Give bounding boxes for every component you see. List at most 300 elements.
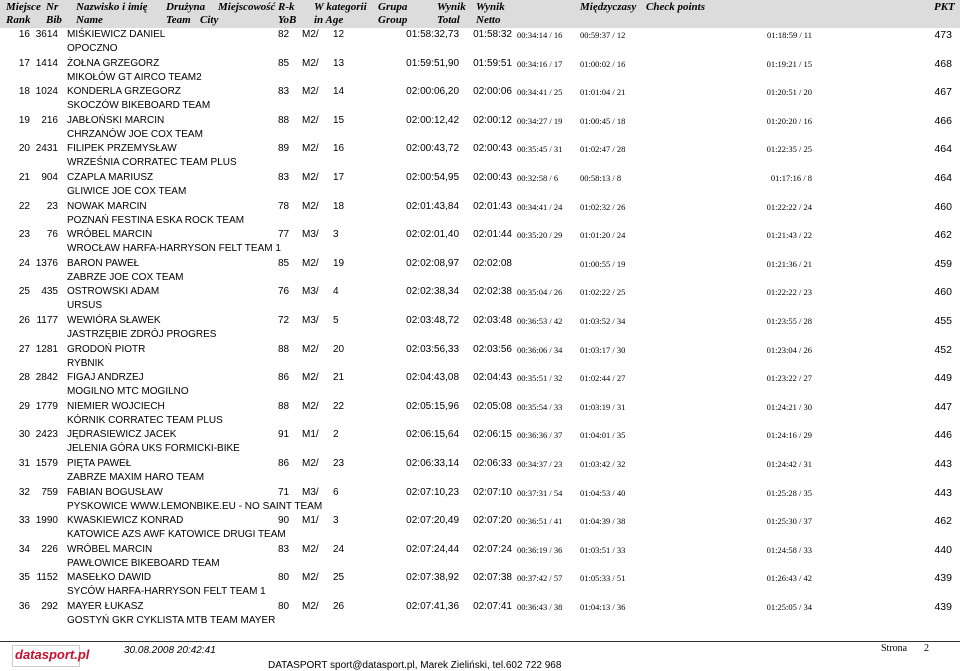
cell-group: M2/	[302, 57, 319, 69]
cell-cp3: 01:23:55 / 28	[766, 316, 812, 326]
header-netto-en: Netto	[476, 14, 501, 26]
header-yob-pl: R-k	[278, 1, 295, 13]
cell-name: KONDERLA GRZEGORZ	[67, 86, 181, 98]
header-city-en: City	[200, 14, 219, 26]
cell-rank: 24	[18, 257, 30, 269]
cell-bib: 904	[41, 172, 58, 183]
cell-cp1: 00:35:04 / 26	[517, 287, 563, 298]
header-group-pl: Grupa	[378, 1, 408, 13]
cell-cp3: 01:25:28 / 35	[766, 487, 812, 498]
table-row	[0, 28, 960, 57]
cell-pkt: 440	[934, 543, 952, 556]
cell-cp3: 01:24:42 / 31	[766, 459, 812, 469]
table-row	[0, 257, 960, 286]
cell-cp2: 01:02:47 / 28	[580, 144, 626, 155]
cell-netto: 01:59:51	[473, 57, 512, 69]
print-timestamp: 30.08.2008 20:42:41	[124, 645, 216, 656]
cell-team-city: POZNAŃ FESTINA ESKA ROCK TEAM	[67, 214, 245, 226]
cell-total: 02:07:10,23	[406, 486, 459, 498]
cell-total: 02:00:06,20	[406, 86, 459, 98]
cell-netto: 02:00:43	[473, 143, 512, 155]
cell-yob: 83	[278, 86, 290, 98]
cell-name: KWASKIEWICZ KONRAD	[67, 515, 184, 527]
cell-rank: 22	[18, 200, 30, 212]
cell-rank: 34	[18, 543, 30, 555]
table-row	[0, 457, 960, 486]
cell-age: 20	[333, 343, 345, 355]
header-team-en: Team	[166, 14, 191, 26]
table-row	[0, 314, 960, 343]
cell-group: M1/	[302, 515, 319, 527]
cell-pkt: 455	[934, 315, 952, 327]
table-row	[0, 486, 960, 515]
cell-cp2: 01:00:02 / 16	[580, 58, 626, 69]
cell-yob: 88	[278, 114, 290, 126]
cell-group: M2/	[302, 29, 319, 40]
cell-name: WRÓBEL MARCIN	[67, 543, 153, 555]
cell-group: M2/	[302, 543, 319, 555]
cell-bib: 1414	[35, 57, 58, 69]
contact-info: DATASPORT sport@datasport.pl, Marek Zieliński, tel.602 722 968	[268, 660, 562, 671]
cell-cp3: 01:24:21 / 30	[766, 401, 812, 412]
cell-netto: 02:01:43	[473, 200, 512, 212]
cell-cp1: 00:37:31 / 54	[517, 487, 563, 498]
cell-age: 26	[333, 601, 345, 612]
cell-netto: 01:58:32	[473, 29, 512, 40]
cell-pkt: 447	[934, 400, 952, 413]
cell-pkt: 446	[934, 429, 952, 442]
cell-team-city: MOGILNO MTC MOGILNO	[67, 386, 189, 398]
cell-bib: 1579	[35, 458, 58, 469]
cell-name: FIGAJ ANDRZEJ	[67, 372, 144, 384]
cell-age: 25	[333, 572, 345, 584]
cell-yob: 86	[278, 372, 290, 384]
cell-group: M2/	[302, 372, 319, 384]
cell-group: M3/	[302, 229, 319, 241]
cell-yob: 88	[278, 400, 290, 412]
cell-netto: 02:02:38	[473, 286, 512, 298]
cell-group: M3/	[302, 286, 319, 298]
header-age-en: in Age	[314, 14, 344, 26]
table-row	[0, 600, 960, 629]
cell-netto: 02:03:48	[473, 315, 512, 326]
cell-bib: 1152	[36, 572, 58, 584]
cell-cp1: 00:32:58 / 6	[517, 173, 559, 183]
cell-age: 2	[333, 429, 339, 441]
cell-age: 3	[333, 229, 339, 241]
cell-rank: 20	[18, 143, 30, 155]
cell-cp2: 01:01:04 / 21	[580, 87, 626, 98]
cell-team-city: JASTRZĘBIE ZDRÓJ PROGRES	[67, 329, 217, 340]
cell-yob: 71	[278, 486, 290, 498]
cell-cp1: 00:35:54 / 33	[517, 401, 563, 412]
cell-cp1: 00:34:16 / 17	[517, 58, 563, 69]
cell-yob: 86	[278, 458, 290, 469]
cell-rank: 30	[18, 429, 30, 441]
cell-total: 02:05:15,96	[406, 400, 459, 412]
cell-yob: 80	[278, 601, 290, 612]
table-header	[0, 0, 960, 28]
cell-group: M2/	[302, 343, 319, 355]
cell-cp2: 01:03:17 / 30	[580, 344, 626, 355]
cell-cp3: 01:25:30 / 37	[766, 516, 812, 527]
cell-team-city: KATOWICE AZS AWF KATOWICE DRUGI TEAM	[67, 529, 286, 541]
cell-cp2: 00:58:13 / 8	[580, 173, 622, 183]
cell-team-city: GLIWICE JOE COX TEAM	[67, 186, 187, 197]
cell-name: MIŚKIEWICZ DANIEL	[67, 29, 166, 40]
cell-cp2: 01:04:13 / 36	[580, 602, 626, 612]
header-intermediate: Międzyczasy	[580, 1, 637, 13]
cell-total: 02:00:54,95	[406, 172, 459, 183]
cell-cp3: 01:17:16 / 8	[770, 173, 812, 183]
cell-yob: 85	[278, 257, 290, 269]
table-row	[0, 57, 960, 86]
cell-bib: 1177	[36, 315, 58, 326]
header-rank-pl: Miejsce	[6, 1, 41, 13]
cell-pkt: 443	[934, 458, 952, 470]
table-row	[0, 171, 960, 200]
cell-group: M2/	[302, 458, 319, 469]
cell-rank: 19	[18, 114, 30, 126]
cell-total: 02:02:38,34	[406, 286, 459, 298]
cell-bib: 2423	[35, 429, 58, 441]
cell-total: 02:07:41,36	[406, 601, 459, 612]
cell-cp3: 01:24:16 / 29	[766, 430, 812, 441]
cell-name: CZAPLA MARIUSZ	[67, 172, 154, 183]
cell-age: 6	[333, 486, 339, 498]
cell-yob: 76	[278, 286, 290, 298]
header-yob-en: YoB	[278, 14, 297, 26]
cell-total: 02:02:01,40	[406, 229, 459, 241]
table-row	[0, 228, 960, 257]
cell-yob: 91	[278, 429, 290, 441]
cell-cp1: 00:34:41 / 25	[517, 87, 563, 98]
cell-team-city: WRZEŚNIA CORRATEC TEAM PLUS	[67, 157, 237, 169]
cell-cp1: 00:36:06 / 34	[517, 344, 563, 355]
cell-yob: 83	[278, 172, 290, 183]
cell-bib: 3614	[35, 29, 58, 40]
cell-cp2: 01:01:20 / 24	[580, 230, 626, 241]
cell-cp1: 00:37:42 / 57	[517, 573, 563, 584]
header-total-en: Total	[437, 14, 460, 26]
cell-total: 01:59:51,90	[406, 57, 459, 69]
cell-bib: 2431	[35, 143, 58, 155]
cell-cp1: 00:34:27 / 19	[517, 115, 563, 126]
cell-team-city: ZABRZE MAXIM HARO TEAM	[67, 472, 205, 483]
cell-group: M1/	[302, 429, 319, 441]
cell-pkt: 464	[934, 143, 952, 156]
cell-name: PIĘTA PAWEŁ	[67, 458, 132, 469]
cell-cp2: 01:00:55 / 19	[580, 258, 626, 269]
table-row	[0, 85, 960, 114]
table-row	[0, 400, 960, 429]
cell-team-city: ZABRZE JOE COX TEAM	[67, 271, 184, 283]
cell-cp3: 01:23:22 / 27	[766, 373, 812, 384]
cell-cp1: 00:36:53 / 42	[517, 316, 563, 326]
cell-cp1: 00:34:14 / 16	[517, 30, 563, 40]
cell-cp3: 01:22:22 / 23	[766, 287, 812, 298]
cell-name: JABŁOŃSKI MARCIN	[67, 114, 165, 126]
cell-pkt: 439	[934, 601, 952, 613]
cell-netto: 02:07:38	[473, 572, 512, 584]
cell-age: 18	[333, 200, 345, 212]
header-name-pl: Nazwisko i imię	[76, 1, 148, 13]
cell-cp2: 01:03:51 / 33	[580, 544, 626, 555]
cell-netto: 02:05:08	[473, 400, 512, 412]
cell-name: FILIPEK PRZEMYSŁAW	[67, 143, 177, 155]
header-netto-pl: Wynik	[476, 1, 505, 13]
cell-rank: 35	[18, 572, 30, 584]
cell-name: WRÓBEL MARCIN	[67, 229, 153, 241]
cell-cp1: 00:36:36 / 37	[517, 430, 563, 441]
cell-total: 02:07:24,44	[406, 543, 459, 555]
cell-name: ŻOŁNA GRZEGORZ	[67, 57, 160, 69]
cell-pkt: 452	[934, 343, 952, 356]
cell-cp2: 01:04:39 / 38	[580, 516, 626, 527]
cell-yob: 82	[278, 29, 290, 40]
cell-name: JĘDRASIEWICZ JACEK	[67, 429, 177, 441]
cell-total: 02:03:48,72	[406, 315, 459, 326]
table-row	[0, 571, 960, 600]
table-row	[0, 543, 960, 572]
cell-netto: 02:00:43	[473, 172, 512, 183]
cell-total: 02:07:38,92	[406, 572, 459, 584]
cell-pkt: 460	[934, 200, 952, 213]
cell-group: M3/	[302, 315, 319, 326]
cell-group: M2/	[302, 572, 319, 584]
cell-cp2: 01:03:52 / 34	[580, 316, 626, 326]
cell-cp2: 01:05:33 / 51	[580, 573, 626, 584]
cell-team-city: PAWŁOWICE BIKEBOARD TEAM	[67, 557, 220, 569]
cell-bib: 1990	[35, 515, 58, 527]
table-row	[0, 114, 960, 143]
cell-total: 02:00:43,72	[406, 143, 459, 155]
header-bib-en: Bib	[46, 14, 62, 26]
table-row	[0, 142, 960, 171]
cell-rank: 16	[18, 29, 30, 40]
cell-bib: 226	[41, 543, 58, 555]
cell-netto: 02:07:20	[473, 515, 512, 527]
cell-team-city: KÓRNIK CORRATEC TEAM PLUS	[67, 414, 223, 426]
table-row	[0, 428, 960, 457]
cell-yob: 77	[278, 229, 290, 241]
page-number: 2	[924, 643, 929, 654]
cell-cp1: 00:36:51 / 41	[517, 516, 563, 527]
cell-netto: 02:00:12	[473, 114, 512, 126]
cell-rank: 27	[18, 343, 30, 355]
cell-team-city: CHRZANÓW JOE COX TEAM	[67, 128, 203, 140]
cell-cp3: 01:21:36 / 21	[766, 258, 812, 269]
cell-pkt: 439	[934, 572, 952, 585]
cell-age: 22	[333, 400, 345, 412]
cell-name: WEWIÓRA SŁAWEK	[67, 315, 161, 326]
cell-name: NIEMIER WOJCIECH	[67, 400, 165, 412]
cell-yob: 85	[278, 57, 290, 69]
cell-group: M2/	[302, 257, 319, 269]
cell-bib: 216	[41, 114, 58, 126]
cell-cp2: 01:02:44 / 27	[580, 373, 626, 384]
cell-rank: 36	[18, 601, 30, 612]
cell-cp3: 01:23:04 / 26	[766, 344, 812, 355]
header-city-pl: Miejscowość	[218, 1, 276, 13]
cell-age: 15	[333, 114, 345, 126]
cell-cp1: 00:36:43 / 38	[517, 602, 563, 612]
cell-name: BARON PAWEŁ	[67, 257, 140, 269]
table-row	[0, 514, 960, 543]
cell-total: 02:06:15,64	[406, 429, 459, 441]
cell-pkt: 449	[934, 372, 952, 385]
header-rank-en: Rank	[6, 14, 31, 26]
cell-age: 3	[333, 515, 339, 527]
cell-group: M2/	[302, 114, 319, 126]
cell-age: 12	[333, 29, 345, 40]
cell-age: 14	[333, 86, 345, 98]
cell-yob: 90	[278, 515, 290, 527]
cell-cp3: 01:21:43 / 22	[766, 230, 812, 241]
header-name-en: Name	[76, 14, 103, 26]
cell-team-city: RYBNIK	[67, 357, 105, 369]
page-label: Strona	[881, 643, 908, 654]
cell-rank: 23	[18, 229, 30, 241]
cell-cp2: 01:00:45 / 18	[580, 115, 626, 126]
cell-cp3: 01:26:43 / 42	[766, 573, 812, 584]
cell-age: 19	[333, 257, 345, 269]
cell-netto: 02:02:08	[473, 257, 512, 269]
cell-yob: 80	[278, 572, 290, 584]
cell-cp2: 01:03:42 / 32	[580, 459, 626, 469]
cell-group: M2/	[302, 400, 319, 412]
cell-group: M2/	[302, 200, 319, 212]
cell-cp2: 01:03:19 / 31	[580, 401, 626, 412]
cell-bib: 435	[41, 286, 58, 298]
cell-age: 24	[333, 543, 345, 555]
cell-group: M3/	[302, 486, 319, 498]
cell-total: 02:02:08,97	[406, 257, 459, 269]
cell-total: 02:03:56,33	[406, 343, 459, 355]
cell-bib: 1376	[35, 257, 58, 269]
cell-cp3: 01:20:51 / 20	[766, 87, 812, 98]
cell-netto: 02:03:56	[473, 343, 512, 355]
cell-name: MAYER ŁUKASZ	[67, 601, 144, 612]
cell-pkt: 459	[934, 257, 952, 270]
cell-age: 4	[333, 286, 339, 298]
cell-pkt: 468	[934, 57, 952, 70]
cell-rank: 33	[18, 515, 30, 527]
cell-name: GRODOŃ PIOTR	[67, 343, 146, 355]
cell-total: 02:07:20,49	[406, 515, 459, 527]
cell-team-city: MIKOŁÓW GT AIRCO TEAM2	[67, 71, 202, 83]
cell-rank: 29	[18, 400, 30, 412]
cell-pkt: 460	[934, 286, 952, 299]
cell-cp2: 01:04:01 / 35	[580, 430, 626, 441]
cell-yob: 72	[278, 315, 290, 326]
cell-cp3: 01:22:22 / 24	[766, 201, 812, 212]
cell-netto: 02:07:41	[473, 601, 512, 612]
cell-bib: 292	[41, 601, 58, 612]
table-row	[0, 371, 960, 400]
cell-age: 16	[333, 143, 345, 155]
cell-netto: 02:06:33	[473, 458, 512, 469]
cell-bib: 1281	[35, 343, 58, 355]
cell-name: MASEŁKO DAWID	[67, 572, 152, 584]
cell-cp3: 01:24:58 / 33	[766, 544, 812, 555]
table-row	[0, 343, 960, 372]
cell-cp3: 01:19:21 / 15	[766, 58, 812, 69]
cell-total: 02:04:43,08	[406, 372, 459, 384]
cell-yob: 88	[278, 343, 290, 355]
cell-pkt: 462	[934, 515, 952, 528]
header-bib-pl: Nr	[46, 1, 59, 13]
cell-team-city: URSUS	[67, 300, 103, 312]
cell-netto: 02:06:15	[473, 429, 512, 441]
cell-age: 23	[333, 458, 345, 469]
cell-total: 01:58:32,73	[406, 29, 459, 40]
footer-divider	[0, 641, 960, 642]
cell-cp3: 01:22:35 / 25	[766, 144, 812, 155]
cell-netto: 02:04:43	[473, 372, 512, 384]
cell-age: 5	[333, 315, 339, 326]
cell-cp1: 00:35:20 / 29	[517, 230, 563, 241]
cell-team-city: PYSKOWICE WWW.LEMONBIKE.EU - NO SAINT TEAM	[67, 500, 323, 512]
cell-team-city: JELENIA GÓRA UKS FORMICKI-BIKE	[67, 443, 240, 455]
cell-rank: 26	[18, 315, 30, 326]
cell-age: 13	[333, 57, 345, 69]
cell-group: M2/	[302, 172, 319, 183]
cell-netto: 02:01:44	[473, 229, 512, 241]
header-team-pl: Drużyna	[166, 1, 206, 13]
cell-rank: 31	[18, 458, 30, 469]
cell-group: M2/	[302, 86, 319, 98]
cell-total: 02:01:43,84	[406, 200, 459, 212]
cell-rank: 21	[18, 172, 30, 183]
cell-rank: 32	[18, 486, 30, 498]
cell-total: 02:00:12,42	[406, 114, 459, 126]
cell-bib: 759	[41, 486, 58, 498]
cell-yob: 83	[278, 543, 290, 555]
cell-pkt: 473	[934, 29, 952, 41]
cell-bib: 76	[46, 229, 58, 241]
cell-team-city: GOSTYŃ GKR CYKLISTA MTB TEAM MAYER	[67, 615, 276, 626]
cell-name: NOWAK MARCIN	[67, 200, 147, 212]
cell-pkt: 467	[934, 86, 952, 99]
cell-cp1: 00:36:19 / 36	[517, 544, 563, 555]
header-age-pl: W kategorii	[314, 1, 367, 13]
cell-netto: 02:00:06	[473, 86, 512, 98]
cell-team-city: OPOCZNO	[67, 43, 118, 54]
cell-cp3: 01:20:20 / 16	[766, 115, 812, 126]
cell-yob: 78	[278, 200, 290, 212]
cell-cp2: 00:59:37 / 12	[580, 30, 626, 40]
cell-group: M2/	[302, 601, 319, 612]
header-checkpoints: Check points	[646, 1, 705, 13]
cell-team-city: SKOCZÓW BIKEBOARD TEAM	[67, 100, 211, 112]
cell-pkt: 443	[934, 486, 952, 499]
cell-age: 17	[333, 172, 345, 183]
cell-rank: 17	[18, 57, 30, 69]
cell-rank: 18	[18, 86, 30, 98]
cell-cp1: 00:35:45 / 31	[517, 144, 563, 155]
cell-pkt: 466	[934, 114, 952, 127]
cell-name: OSTROWSKI ADAM	[67, 286, 160, 298]
cell-bib: 1024	[35, 86, 58, 98]
header-total-pl: Wynik	[437, 1, 466, 13]
cell-cp1: 00:34:41 / 24	[517, 201, 563, 212]
cell-cp1: 00:35:51 / 32	[517, 373, 563, 384]
cell-team-city: SYCÓW HARFA-HARRYSON FELT TEAM 1	[67, 586, 266, 598]
cell-pkt: 464	[934, 172, 952, 184]
cell-team-city: WROCŁAW HARFA-HARRYSON FELT TEAM 1	[67, 243, 281, 255]
cell-yob: 89	[278, 143, 290, 155]
